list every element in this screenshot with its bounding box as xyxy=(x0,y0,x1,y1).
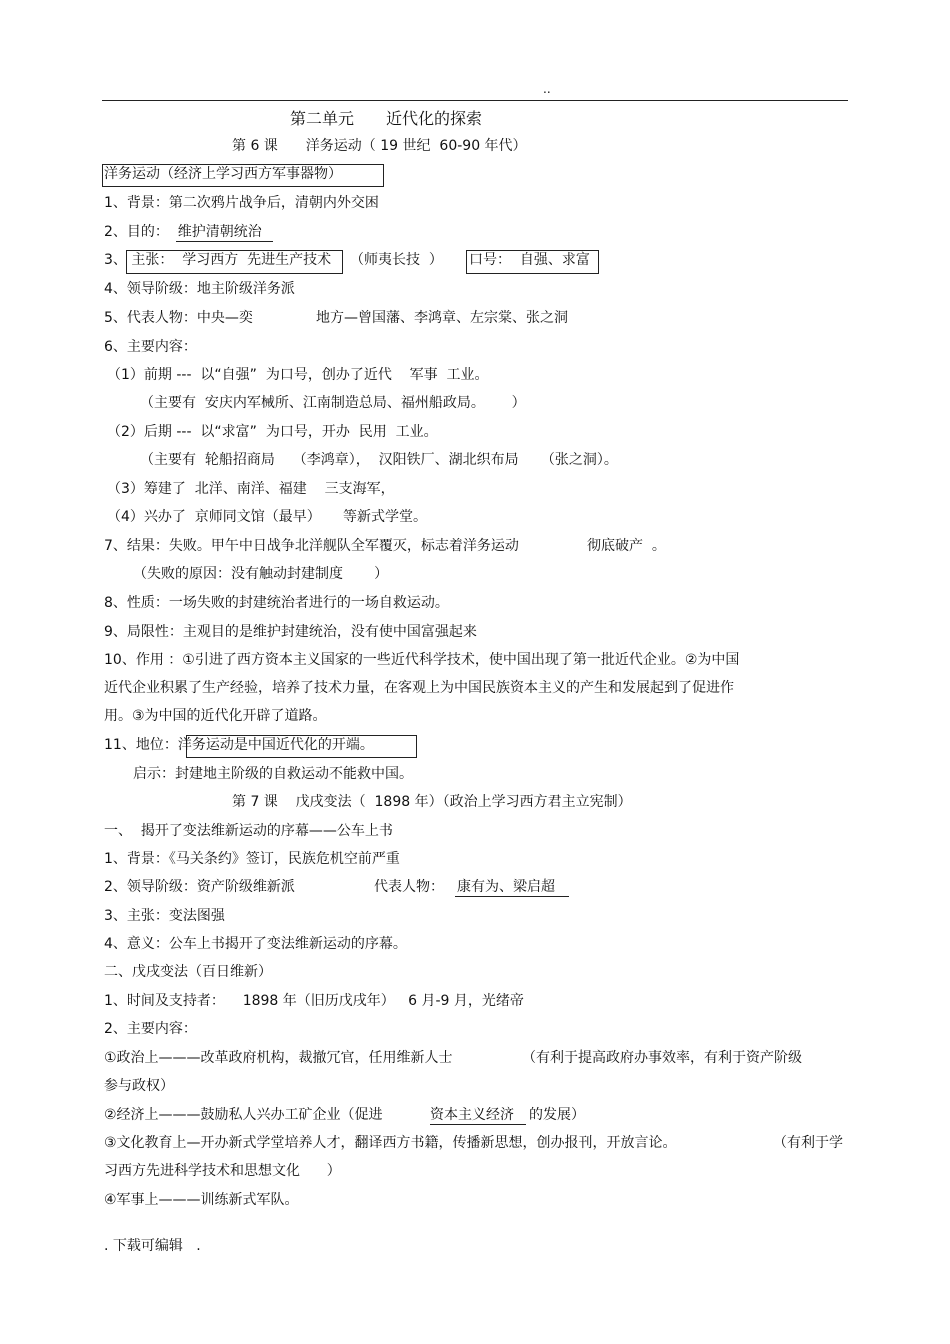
inspiration: 启示：封建地主阶级的自救运动不能救中国。 xyxy=(133,766,413,782)
content-late-note: （主要有 轮船招商局 （李鸿章）， 汉阳铁厂、湖北织布局 （张之洞）。 xyxy=(140,452,618,468)
footer-text: . 下载可编辑 . xyxy=(104,1238,201,1254)
header-dots: .. xyxy=(543,82,551,96)
item-background: 1、背景：第二次鸦片战争后，清朝内外交困 xyxy=(104,195,379,211)
reform-culture-note: （有利于学 xyxy=(773,1135,843,1151)
reform-politics-note: （有利于提高政府办事效率，有利于资产阶级 xyxy=(522,1050,802,1066)
content-late: （2）后期 --- 以“求富” 为口号，开办 民用 工业。 xyxy=(107,424,438,440)
header-rule xyxy=(102,100,848,101)
purpose-underline xyxy=(176,241,273,242)
yangwu-heading: 洋务运动（经济上学习西方军事器物） xyxy=(104,166,342,182)
reform-culture: ③文化教育上—开办新式学堂培养人才，翻译西方书籍，传播新思想，创办报刊，开放言论。 xyxy=(104,1135,677,1151)
section-two: 二、戊戌变法（百日维新） xyxy=(104,964,272,980)
reform-economy-key: 资本主义经济 xyxy=(430,1107,514,1123)
item-purpose: 2、目的： 维护清朝统治 xyxy=(104,224,262,240)
item-result-end: 彻底破产 。 xyxy=(587,538,666,554)
item-effect-2: 近代企业积累了生产经验，培养了技术力量，在客观上为中国民族资本主义的产生和发展起到了促进作 xyxy=(104,680,734,696)
l7-proposition: 3、主张：变法图强 xyxy=(104,908,225,924)
failure-reason: （失败的原因：没有触动封建制度 ） xyxy=(133,566,389,582)
item-leaders: 4、领导阶级：地主阶级洋务派 xyxy=(104,281,295,297)
item-limitation: 9、局限性：主观目的是维护封建统治，没有使中国富强起来 xyxy=(104,624,477,640)
item-result: 7、结果：失败。甲午中日战争北洋舰队全军覆灭，标志着洋务运动 xyxy=(104,538,519,554)
proposition-note: （师夷长技 ） xyxy=(350,252,443,268)
l7-figures: 康有为、梁启超 xyxy=(457,879,555,895)
item-effect-3: 用。③为中国的近代化开辟了道路。 xyxy=(104,708,327,724)
lesson-6-title: 第 6 课 洋务运动（ 19 世纪 60-90 年代） xyxy=(232,138,527,154)
section-one: 一、 揭开了变法维新运动的序幕——公车上书 xyxy=(104,823,393,839)
reform-economy: ②经济上———鼓励私人兴办工矿企业（促进 xyxy=(104,1107,383,1123)
l7-significance: 4、意义：公车上书揭开了变法维新运动的序幕。 xyxy=(104,936,407,952)
reform-politics-note-2: 参与政权） xyxy=(104,1078,174,1094)
l7-background: 1、背景：《马关条约》签订，民族危机空前严重 xyxy=(104,851,400,867)
l7-leaders: 2、领导阶级：资产阶级维新派 xyxy=(104,879,295,895)
unit-title: 第二单元 近代化的探索 xyxy=(290,109,483,128)
content-early: （1）前期 --- 以“自强” 为口号，创办了近代 军事 工业。 xyxy=(107,367,489,383)
reform-politics: ①政治上———改革政府机构，裁撤冗官，任用维新人士 xyxy=(104,1050,453,1066)
item-status: 11、地位：洋务运动是中国近代化的开端。 xyxy=(104,737,374,753)
l7-figures-label: 代表人物： xyxy=(374,879,444,895)
item-figures: 5、代表人物：中央—奕 xyxy=(104,310,253,326)
reform-economy-end: 的发展） xyxy=(529,1107,585,1123)
economy-underline xyxy=(430,1124,526,1125)
reform-military: ④军事上———训练新式军队。 xyxy=(104,1192,299,1208)
reform-content: 2、主要内容： xyxy=(104,1021,197,1037)
item-content: 6、主要内容： xyxy=(104,339,197,355)
content-early-note: （主要有 安庆内军械所、江南制造总局、福州船政局。 ） xyxy=(140,395,526,411)
item-nature: 8、性质：一场失败的封建统治者进行的一场自救运动。 xyxy=(104,595,449,611)
reform-culture-note-2: 习西方先进科学技术和思想文化 ） xyxy=(104,1163,341,1179)
figures-underline xyxy=(455,896,569,897)
item-figures-local: 地方—曾国藩、李鸿章、左宗棠、张之洞 xyxy=(316,310,568,326)
lesson-7-title: 第 7 课 戊戌变法（ 1898 年）（政治上学习西方君主立宪制） xyxy=(232,794,632,810)
slogan: 口号： 自强、求富 xyxy=(469,252,590,268)
content-navy: （3）筹建了 北洋、南洋、福建 三支海军， xyxy=(107,481,395,497)
item-proposition: 3、 主张： 学习西方 先进生产技术 xyxy=(104,252,332,268)
item-effect: 10、作用 ：①引进了西方资本主义国家的一些近代科学技术，使中国出现了第一批近代企业。②为中国 xyxy=(104,652,740,668)
content-schools: （4）兴办了 京师同文馆（最早） 等新式学堂。 xyxy=(107,509,428,525)
reform-time: 1、时间及支持者： 1898 年（旧历戊戌年） 6 月-9 月，光绪帝 xyxy=(104,993,524,1009)
